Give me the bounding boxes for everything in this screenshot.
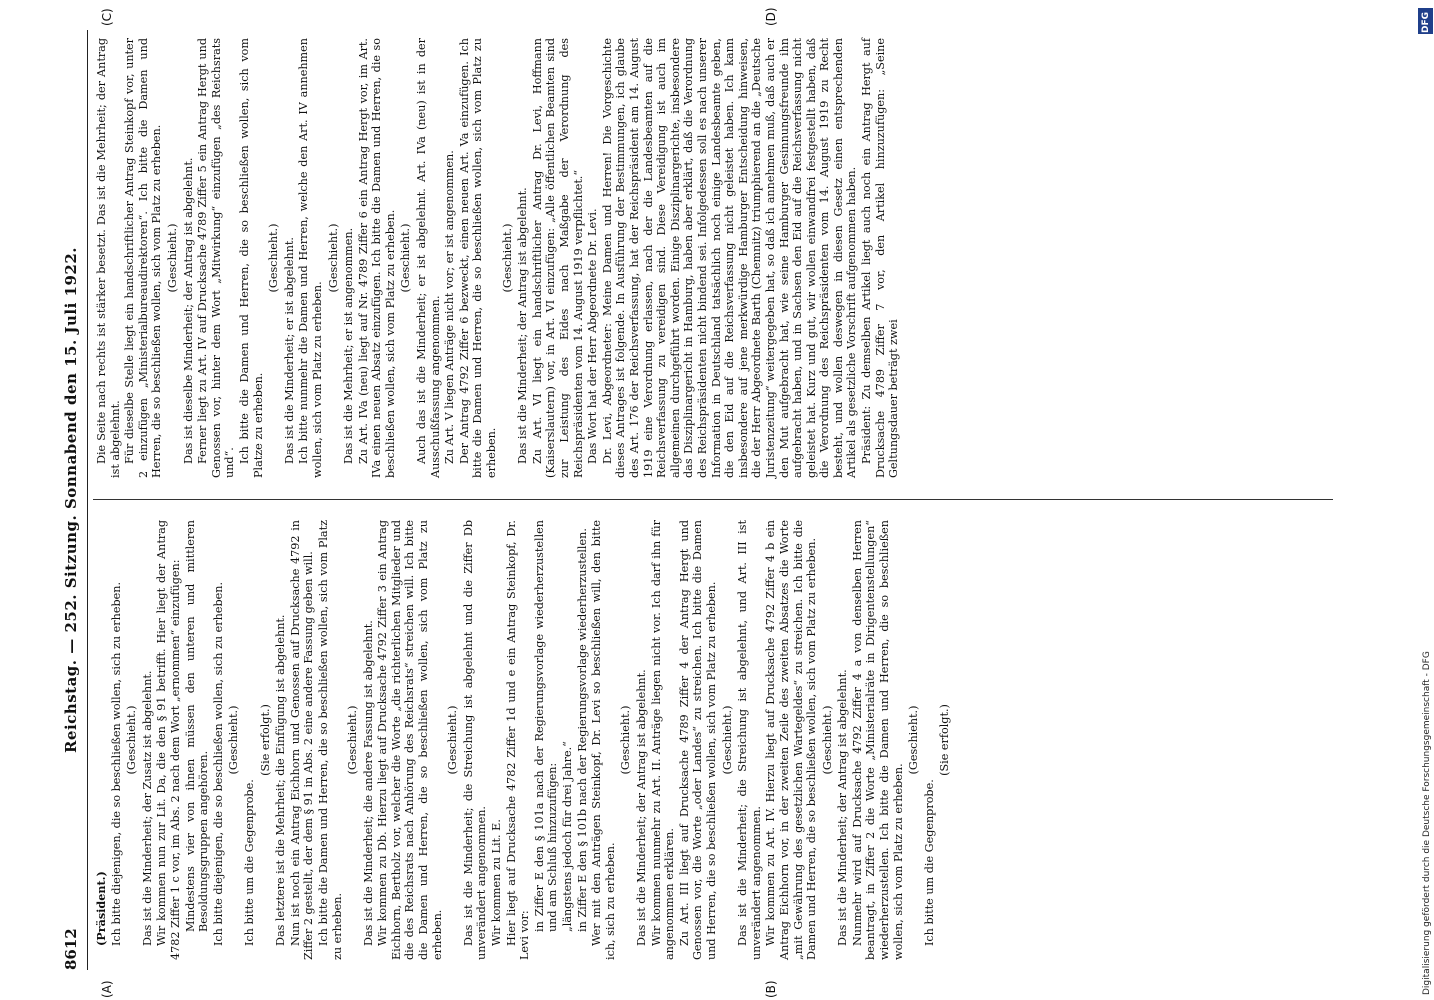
paragraph: Das ist die Minderheit; der Antrag ist abgelehnt. xyxy=(634,669,648,946)
paragraph: Zu Art. VI liegt ein handschriftlicher Antrag Dr. Levi, Hoffmann (Kaiserslautern) vor, in Art. VI einzufügen: „Alle öffentlichen Beamten sind zur Leistung des Eides nach Maßgabe der Verordnung des Reichspräsidenten vom 14. August 1919 verpflichtet.“ xyxy=(530,38,585,478)
paragraph: (Geschieht.) xyxy=(820,705,834,775)
paragraph: Präsident: Zu demselben Artikel liegt auch noch ein Antrag Hergt auf Drucksache 4789 Ziffer 7 vor, den Artikel hinzuzufügen: „Seine Geltungsdauer beträgt zwei xyxy=(860,38,901,478)
paragraph: (Geschieht.) xyxy=(227,705,241,775)
paragraph: Ich bitte um die Gegenprobe. xyxy=(242,779,256,946)
paragraph: (Geschieht.) xyxy=(346,705,360,775)
margin-marker-a: (A) xyxy=(100,980,114,998)
margin-marker-d: (D) xyxy=(764,7,778,26)
page-header xyxy=(62,30,85,970)
paragraph: Ich bitte nunmehr die Damen und Herren, welche den Art. IV annehmen wollen, sich vom Platz zu erheben. xyxy=(297,38,324,478)
paragraph: Das ist die Minderheit; er ist abgelehnt. xyxy=(282,237,296,464)
paragraph: (Geschieht.) xyxy=(720,705,734,775)
paragraph: Das ist die Mehrheit; er ist angenommen. xyxy=(342,227,356,464)
left-column xyxy=(95,520,954,960)
right-column xyxy=(95,38,902,478)
paragraph: Nun ist noch ein Antrag Eichhorn und Genossen auf Drucksache 4792 in Ziffer 2 gestellt, der dem § 91 in Abs. 2 eine andere Fassung geben will. xyxy=(288,520,316,960)
paragraph: (Geschieht.) xyxy=(125,705,139,775)
paragraph: Zu Art. V liegen Anträge nicht vor; er ist angenommen. xyxy=(443,150,457,464)
paragraph: Nunmehr wird auf Drucksache 4792 Ziffer 4 a von denselben Herren beantragt, in Ziffer 2 die Worte „Ministerialräte in Dirigentenstellungen“ wiederherzustellen. Ich bitte die Damen und Herren, die so beschließen wollen, sich vom Platz zu erheben. xyxy=(850,520,905,960)
paragraph: Der Antrag 4792 Ziffer 6 bezweckt, einen neuen Art. Va einzufügen. Ich bitte die Damen und Herren, die so beschließen wollen, sich vom Platz zu erheben. xyxy=(457,38,499,478)
paragraph: Wir kommen nunmehr zu Art. II. Anträge liegen nicht vor. Ich darf ihn für angenommen erklären. xyxy=(649,520,677,960)
paragraph: (Geschieht.) xyxy=(267,223,281,293)
header-rule xyxy=(87,30,88,970)
paragraph: (Geschieht.) xyxy=(165,223,179,293)
document-sheet xyxy=(62,7,1345,998)
paragraph: Die Seite nach rechts ist stärker besetzt. Das ist die Mehrheit; der Antrag ist abgelehnt. xyxy=(95,38,122,478)
paragraph: Wir kommen zu Db. Hierzu liegt auf Drucksache 4792 Ziffer 3 ein Antrag Eichhorn, Bertholz vor, welcher die Worte „die richterlichen Mitglieder und die des Reichsrats nach Anhörung des Reichsrats“ streichen will. Ich bitte die Damen und Herren, die so beschließen wollen, sich vom Platz zu erheben. xyxy=(376,520,444,960)
paragraph: Ferner liegt zu Art. IV auf Drucksache 4789 Ziffer 5 ein Antrag Hergt und Genossen vor, hinter dem Wort „Mitwirkung“ einzufügen „des Reichsrats und“. xyxy=(196,38,237,478)
paragraph: Wir kommen zu Lit. E. xyxy=(490,819,504,946)
paragraph: (Geschieht.) xyxy=(399,223,413,293)
page-title: Reichstag. — 252. Sitzung. Sonnabend den 15. Juli 1922. xyxy=(62,246,80,754)
paragraph: Das ist dieselbe Minderheit; der Antrag ist abgelehnt. xyxy=(181,157,195,464)
paragraph: Zu Art. III liegt auf Drucksache 4789 Ziffer 4 der Antrag Hergt und Genossen vor, die Worte „oder Landes“ zu streichen. Ich bitte die Damen und Herren, die so beschließen wollen, sich vom Platz zu erheben. xyxy=(677,520,718,960)
digitization-credit: Digitalisierung gefördert durch die Deutsche Forschungsgemeinschaft - DFG xyxy=(1422,651,1432,995)
paragraph: Wer mit den Anträgen Steinkopf, Dr. Levi so beschließen will, den bitte ich, sich zu erheben. xyxy=(590,520,617,960)
paragraph: Zu Art. IVa (neu) liegt auf Nr. 4789 Ziffer 6 ein Antrag Hergt vor, im Art. IVa einen neuen Absatz einzufügen. Ich bitte die Damen und Herren, die so beschließen wollen, sich vom Platz zu erheben. xyxy=(356,38,397,478)
paragraph: Das ist die Minderheit; der Zusatz ist abgelehnt. xyxy=(140,670,154,946)
paragraph: Wir kommen zu Art. IV. Hierzu liegt auf Drucksache 4792 Ziffer 4 b ein Antrag Eichhorn vor, in der zweiten Zeile des zweiten Absatzes die Worte „mit Gewährung des gesetzlichen Wartegeldes“ zu streichen. Ich bitte die Damen und Herren, die so beschließen wollen, sich vom Platz zu erheben. xyxy=(764,520,819,960)
paragraph: Dr. Levi, Abgeordneter: Meine Damen und Herren! Die Vorgeschichte dieses Antrages ist folgende. In Ausführung der Bestimmungen, ich glaube des Art. 176 der Reichsverfassung, hat der Reichspräsident am 14. August 1919 eine Verordnung erlassen, nach der die Landesbeamten auf die Reichsverfassung zu vereidigen sind. Diese Vereidigung ist auch im allgemeinen durchgeführt worden. Einige Disziplinargerichte, insbesondere das Disziplinargericht in Hamburg, haben aber erklärt, daß die Verordnung des Reichspräsidenten nicht bindend sei. Infolgedessen soll es nach unserer Information in Deutschland tatsächlich noch einige Landesbeamte geben, die den Eid auf die Reichsverfassung nicht geleistet haben. Ich kann insbesondere auf jene merkwürdige Hamburger Entscheidung hinweisen, die der Herr Abgeordnete Barth (Chemnitz) triumphierend an die „Deutsche Juristenzeitung“ weitergegeben hat, so daß ich annehmen muß, daß auch er den Mut aufgebracht hat, wie seine Hamburger Gesinnungsfreunde ihn aufgebracht haben, und in Sachsen den Eid auf die Reichsverfassung nicht geleistet hat. Kurz und gut, wir wollen einwandfrei festgestellt haben, daß die Verordnung des Reichspräsidenten vom 14. August 1919 zu Recht besteht, und wollen deswegen in diesen Gesetz einen entsprechenden Artikel als gesetzliche Vorschrift aufgenommen haben. xyxy=(600,38,859,478)
paragraph: (Geschieht.) xyxy=(326,223,340,293)
paragraph: (Präsident.) xyxy=(94,871,108,946)
paragraph: Ich bitte um die Gegenprobe. xyxy=(922,779,936,946)
paragraph: (Geschieht.) xyxy=(619,705,633,775)
paragraph: Ich bitte die Damen und Herren, die so beschließen wollen, sich vom Platze zu erheben. xyxy=(237,38,265,478)
paragraph: Das ist die Minderheit; der Antrag ist abgelehnt. xyxy=(836,669,850,946)
paragraph: in Ziffer E den § 101b nach der Regierungsvorlage wiederherzustellen. xyxy=(575,528,589,932)
page-number: 8612 xyxy=(62,928,80,970)
paragraph: Mindestens vier von ihnen müssen den unteren und mittleren Besoldungsgruppen angehören. xyxy=(183,520,211,932)
paragraph: in Ziffer E den § 101a nach der Regierungsvorlage wiederherzustellen und am Schluß hinzuzufügen: xyxy=(532,520,560,932)
paragraph: (Geschieht.) xyxy=(446,705,460,775)
margin-marker-c: (C) xyxy=(100,8,114,26)
paragraph: (Sie erfolgt.) xyxy=(258,704,272,776)
paragraph: „längstens jedoch für drei Jahre.“ xyxy=(561,741,574,932)
paragraph: Das ist die Minderheit; der Antrag ist abgelehnt. xyxy=(516,187,530,464)
paragraph: Das ist die Minderheit; die andere Fassung ist abgelehnt. xyxy=(361,620,375,946)
paragraph: Wir kommen nun zur Lit. Da, die den § 91 betrifft. Hier liegt der Antrag 4782 Ziffer 1 c vor, im Abs. 2 nach dem Wort „ernommen“ einzufügen: xyxy=(155,520,182,960)
paragraph: Ich bitte diejenigen, die so beschließen wollen, sich zu erheben. xyxy=(109,581,123,946)
paragraph: (Sie erfolgt.) xyxy=(938,704,952,776)
dfg-badge-label: DFG xyxy=(1421,11,1431,33)
paragraph: Das letztere ist die Mehrheit; die Einfügung ist abgelehnt. xyxy=(274,614,288,946)
paragraph: Ich bitte die Damen und Herren, die so beschließen wollen, sich vom Platz zu erheben. xyxy=(316,520,344,960)
paragraph: Das ist die Minderheit; die Streichung ist abgelehnt, und Art. III ist unverändert angenommen. xyxy=(736,520,763,960)
paragraph: (Geschieht.) xyxy=(907,705,921,775)
paragraph: Das Wort hat der Herr Abgeordnete Dr. Levi. xyxy=(586,208,600,464)
paragraph: Für dieselbe Stelle liegt ein handschriftlicher Antrag Steinkopf vor, unter 2 einzufügen „Ministerialbureaudirektoren“. Ich bitte die Damen und Herren, die so beschließen wollen, sich vom Platz zu erheben. xyxy=(123,38,164,478)
column-divider xyxy=(93,499,1333,500)
paragraph: (Geschieht.) xyxy=(500,223,514,293)
paragraph: Auch das ist die Minderheit; er ist abgelehnt. Art. IVa (neu) ist in der Ausschußfassung angenommen. xyxy=(415,38,442,478)
paragraph: Das ist die Minderheit; die Streichung ist abgelehnt und die Ziffer Db unverändert angenommen. xyxy=(461,520,489,960)
paragraph: Ich bitte diejenigen, die so beschließen wollen, sich zu erheben. xyxy=(211,581,225,946)
paragraph: Hier liegt auf Drucksache 4782 Ziffer 1d und e ein Antrag Steinkopf, Dr. Levi vor: xyxy=(504,520,532,960)
margin-marker-b: (B) xyxy=(764,980,778,998)
